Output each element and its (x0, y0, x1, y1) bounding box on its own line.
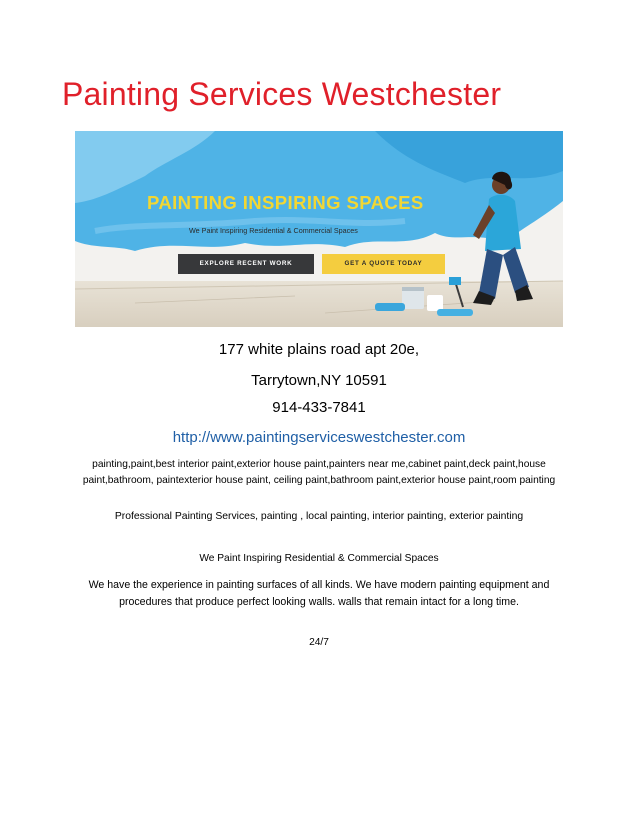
phone-number: 914-433-7841 (272, 399, 366, 416)
tagline: We Paint Inspiring Residential & Commercial Spaces (199, 553, 439, 564)
website-link[interactable]: http://www.paintingserviceswestchester.com (172, 429, 466, 446)
address-line-2: Tarrytown,NY 10591 (251, 372, 387, 389)
explore-recent-work-button[interactable]: EXPLORE RECENT WORK (178, 254, 314, 274)
banner-subheadline: We Paint Inspiring Residential & Commercial Spaces (189, 226, 358, 235)
keywords-paragraph: painting,paint,best interior paint,exterior house paint,painters near me,cabinet paint,deck paint,house paint,bathroom, paintexterior house paint, ceiling paint,bathroom paint,exterior house paint,room painting (82, 459, 556, 486)
address-line-1: 177 white plains road apt 20e, (218, 341, 420, 358)
hero-banner (75, 131, 563, 327)
availability-text: 24/7 (309, 637, 329, 648)
banner-headline: PAINTING INSPIRING SPACES (147, 192, 424, 213)
description-paragraph: We have the experience in painting surfaces of all kinds. We have modern painting equipment and procedures that produce perfect looking walls. walls that remain intact for a long time. (88, 579, 550, 608)
page-title: Painting Services Westchester (62, 76, 502, 112)
services-line: Professional Painting Services, painting , local painting, interior painting, exterior painting (114, 511, 524, 522)
get-a-quote-button[interactable]: GET A QUOTE TODAY (322, 254, 445, 274)
